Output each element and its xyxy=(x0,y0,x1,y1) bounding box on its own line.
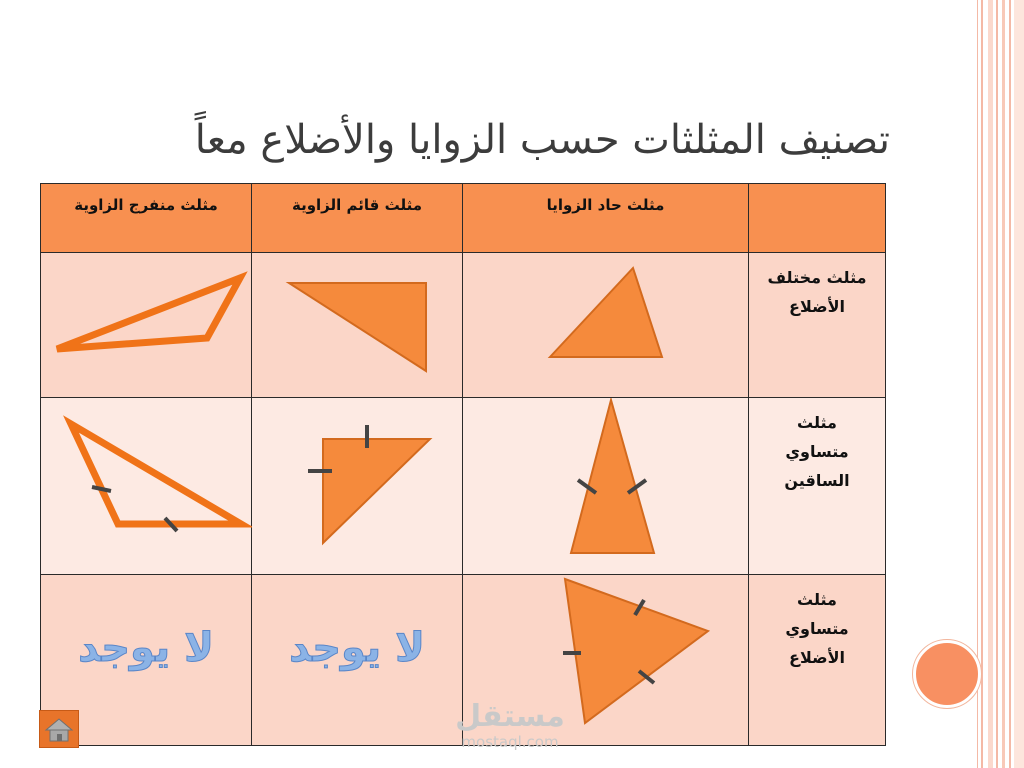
obtuse-isosceles-triangle xyxy=(41,398,252,564)
label-line: الأضلاع xyxy=(789,648,845,667)
label-line: مثلث xyxy=(797,413,837,432)
cell-right-isosceles xyxy=(252,398,463,575)
right-scalene-triangle xyxy=(252,253,463,387)
home-icon xyxy=(40,711,78,747)
label-line: الساقين xyxy=(784,471,850,490)
row-isosceles xyxy=(41,398,886,575)
cell-obtuse-scalene xyxy=(41,253,252,398)
none-text: لا يوجد xyxy=(78,625,214,671)
cell-acute-isosceles xyxy=(463,398,749,575)
home-button[interactable] xyxy=(39,710,79,748)
cell-obtuse-isosceles xyxy=(41,398,252,575)
watermark xyxy=(400,700,620,750)
acute-isosceles-triangle xyxy=(463,398,749,564)
edge-stripe xyxy=(996,0,998,768)
classification-table xyxy=(40,183,886,746)
watermark-latin: mostaql.com xyxy=(461,733,559,751)
acute-scalene-triangle xyxy=(463,253,749,387)
cell-right-scalene xyxy=(252,253,463,398)
header-right: مثلث قائم الزاوية xyxy=(252,184,463,253)
obtuse-scalene-triangle xyxy=(41,253,252,387)
label-line: الأضلاع xyxy=(789,297,845,316)
edge-stripe xyxy=(988,0,993,768)
none-text: لا يوجد xyxy=(289,625,425,671)
row-label-isosceles xyxy=(749,398,886,575)
row-label-scalene xyxy=(749,253,886,398)
tick-mark xyxy=(92,487,111,491)
edge-stripe xyxy=(981,0,983,768)
cell-acute-scalene xyxy=(463,253,749,398)
label-line: مثلث xyxy=(797,590,837,609)
label-line: مثلث مختلف xyxy=(767,268,867,287)
row-label-equilateral xyxy=(749,575,886,746)
header-row xyxy=(41,184,886,253)
edge-stripe xyxy=(1009,0,1011,768)
header-obtuse: مثلث منفرج الزاوية xyxy=(41,184,252,253)
label-line: متساوي xyxy=(785,442,849,461)
decorative-circle xyxy=(913,640,981,708)
watermark-arabic: مستقل xyxy=(455,699,565,734)
label-line: متساوي xyxy=(785,619,849,638)
row-scalene xyxy=(41,253,886,398)
header-acute: مثلث حاد الزوايا xyxy=(463,184,749,253)
header-corner xyxy=(749,184,886,253)
edge-stripe xyxy=(1002,0,1005,768)
slide-title: تصنيف المثلثات حسب الزوايا والأضلاع معاً xyxy=(194,117,890,163)
edge-stripe xyxy=(1014,0,1024,768)
right-isosceles-triangle xyxy=(252,398,463,564)
